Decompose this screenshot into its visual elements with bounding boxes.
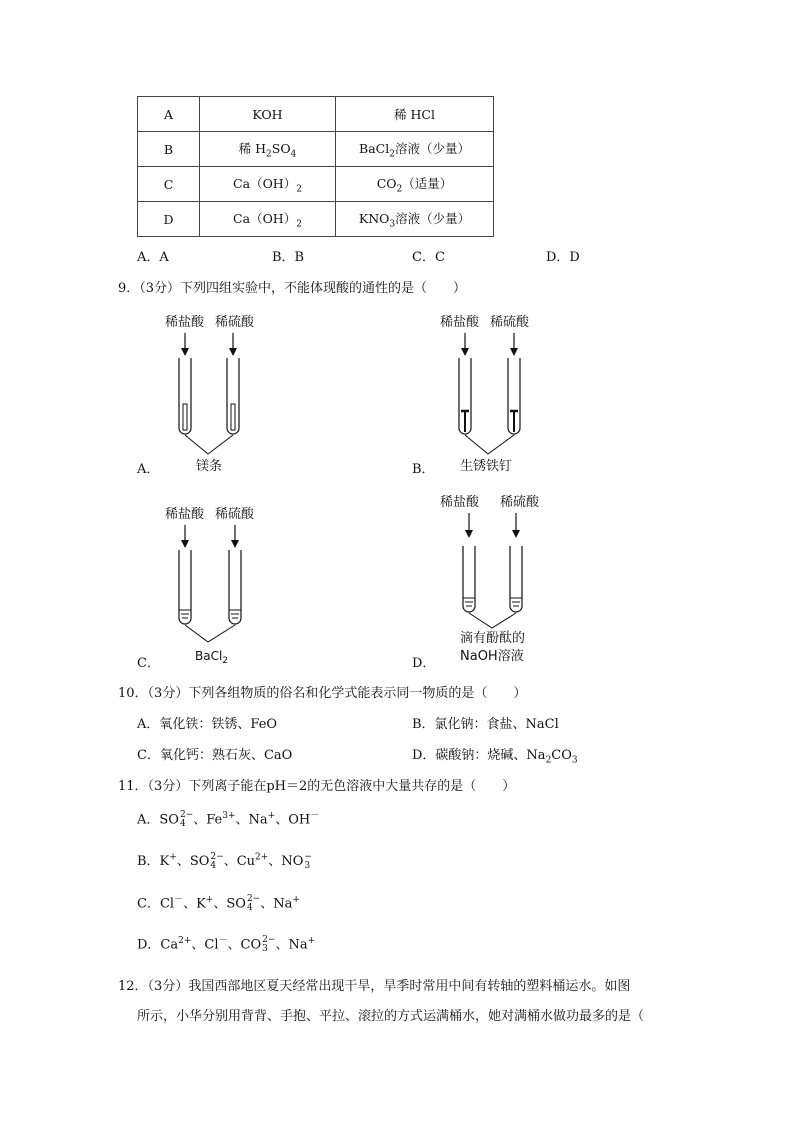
q9-figure-b [425,308,555,478]
q12-stem-line-2: 所示，小华分别用背背、手抱、平拉、滚拉的方式运满桶水，她对满桶水做功最多的是（ [137,1009,645,1024]
reagent-1: $Ca(OH)_2$ [200,167,336,202]
q9-figure-d [425,488,565,668]
q10-option-c[interactable]: C．氧化钙：熟石灰、CaO [137,748,293,763]
q8-choice-c[interactable]: C．C [412,250,445,265]
test-tube-icon [227,358,239,434]
acid-label-h2so4: 稀硫酸 [215,507,255,522]
q11-option-a[interactable]: A．SO 2− 4 、$Fe^{3+}$、Na+、OH－ [137,809,320,829]
q10-option-b[interactable]: B．氯化钠：食盐、NaCl [412,717,559,732]
q8-option-table [137,96,494,237]
reagent-2: 稀 HCl [336,97,494,132]
table-row [138,97,494,132]
reagent-1: KOH [200,97,336,132]
acid-label-h2so4: 稀硫酸 [215,315,255,330]
q9-stem: 9．（3分）下列四组实验中，不能体现酸的通性的是（ ） [118,281,467,296]
arrow-icon [510,333,518,356]
q8-choice-d[interactable]: D．D [546,250,580,265]
reagent-1: 稀 $H_2SO_4$ [200,132,336,167]
acid-label-h2so4: 稀硫酸 [500,495,540,510]
table-row [138,202,494,237]
magnesium-strip-icon [183,404,187,430]
table-row [138,167,494,202]
reagent-1: $Ca(OH)_2$ [200,202,336,237]
caption-line-1: 滴有酚酞的 [460,631,526,646]
row-label: B [138,132,200,167]
reagent-2: BaCl$_2$溶液（少量） [336,132,494,167]
q9-option-b[interactable]: B． [412,462,435,477]
pointer-lines [469,613,516,628]
table-row [138,132,494,167]
solution-icon [179,610,241,618]
caption: BaCl$_2$ [195,649,229,666]
q9-option-a[interactable]: A． [137,462,160,477]
caption: 镁条 [196,459,223,474]
acid-label-hcl: 稀盐酸 [440,315,480,330]
arrow-icon [181,525,189,548]
pointer-lines [185,435,233,454]
acid-label-hcl: 稀盐酸 [165,315,205,330]
q11-stem: 11．（3分）下列离子能在pH＝2的无色溶液中大量共存的是（ ） [118,779,516,794]
acid-label-hcl: 稀盐酸 [165,507,205,522]
arrow-icon [181,333,189,356]
arrow-icon [512,513,520,538]
q8-choice-a[interactable]: A．A [137,250,169,265]
arrow-icon [231,525,239,548]
solution-icon [463,598,522,606]
acid-label-hcl: 稀盐酸 [440,495,480,510]
row-label: C [138,167,200,202]
q9-figure-c [150,500,280,670]
q10-option-a[interactable]: A．氧化铁：铁锈、FeO [137,717,278,732]
acid-label-h2so4: 稀硫酸 [490,315,530,330]
q9-option-c[interactable]: C． [137,656,160,671]
q11-option-c[interactable]: C．Cl－、K+、SO 2− 4 、Na+ [137,893,300,913]
q10-option-d[interactable]: D．碳酸钠：烧碱、$Na_2CO_3$ [412,748,578,766]
arrow-icon [461,333,469,356]
row-label: A [138,97,200,132]
rusty-nail-icon [510,411,518,432]
q10-stem: 10．（3分）下列各组物质的俗名和化学式能表示同一物质的是（ ） [118,686,527,701]
q9-figure-a [150,308,280,478]
q11-option-b[interactable]: B．K+、SO 2− 4 、$Cu^{2+}$、NO − 3 [137,851,312,871]
reagent-2: $KNO_3$溶液（少量） [336,202,494,237]
row-label: D [138,202,200,237]
q9-option-d[interactable]: D． [412,656,436,671]
caption: 生锈铁钉 [460,459,513,474]
arrow-icon [465,513,473,538]
q8-choice-b[interactable]: B．B [272,250,305,265]
q12-stem-line-1: 12．（3分）我国西部地区夏天经常出现干旱，旱季时常用中间有转轴的塑料桶运水。如图 [118,979,631,994]
pointer-lines [185,625,235,642]
pointer-lines [465,435,514,454]
test-tube-icon [179,358,191,434]
test-tube-icon [179,550,191,624]
rusty-nail-icon [461,411,469,432]
q11-option-d[interactable]: D．$Ca^{2+}$、Cl－、CO 2− 3 、Na+ [137,934,316,954]
caption-line-2: NaOH溶液 [460,649,524,664]
test-tube-icon [229,550,241,624]
magnesium-strip-icon [231,404,235,430]
reagent-2: $CO_2$（适量） [336,167,494,202]
arrow-icon [229,333,237,356]
